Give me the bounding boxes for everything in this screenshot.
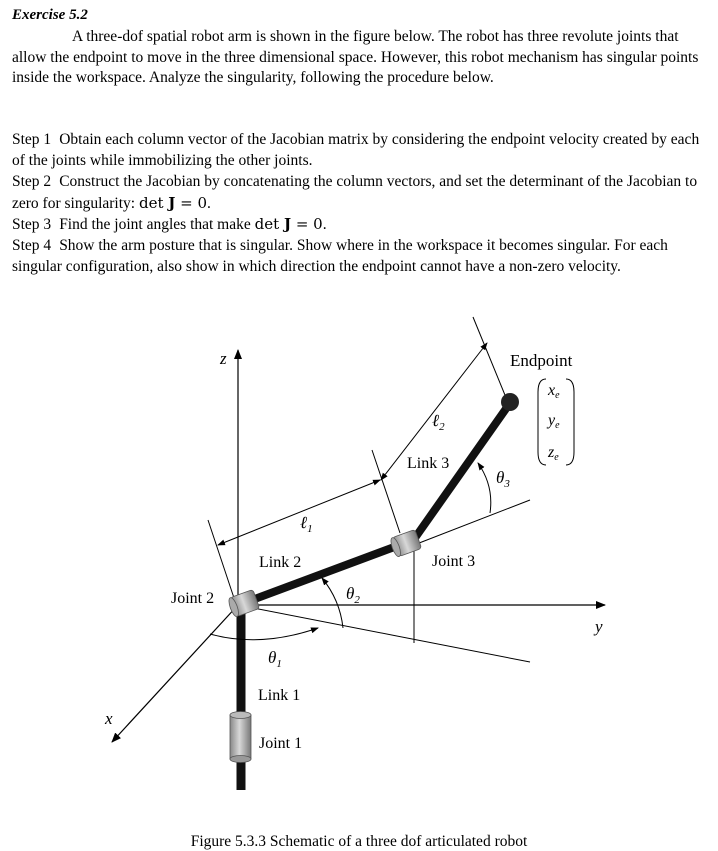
l2-witness-top [473, 317, 507, 400]
endpoint-label: Endpoint [510, 351, 573, 370]
robot-arm-figure [0, 300, 718, 830]
step-label: Step 1 [12, 131, 52, 148]
l1-dimension-arrow [218, 480, 380, 545]
step-2: Step 2 Construct the Jacobian by concatenating the column vectors, and set the determinant of the Jacobian to zero for singularity: det J = 0. [12, 173, 698, 212]
endpoint-ball [501, 393, 519, 411]
step-4 [12, 236, 712, 277]
theta1-arc [210, 628, 318, 640]
y-axis-label: y [595, 617, 603, 636]
theta1-label: $\theta_1$ [268, 648, 282, 670]
joint2-label: Joint 2 [171, 590, 215, 607]
step-text: Obtain each column vector of the Jacobian matrix by considering the endpoint velocity created by each of the joints while immobilizing the other joints. [12, 131, 700, 169]
joint1-label: Joint 1 [259, 735, 303, 752]
joint3-cylinder [389, 529, 422, 557]
link3-label: Link 3 [407, 455, 450, 472]
horizontal-projection-line [238, 605, 530, 662]
det-equation: det J = 0 [254, 215, 323, 233]
x-axis-label: x [105, 709, 113, 728]
l2-label: ℓ$_2$ [432, 411, 445, 433]
link2 [244, 543, 405, 603]
figure-caption: Figure 5.3.3 Schematic of a three dof articulated robot [190, 833, 528, 850]
step-text: Find the joint angles that make [59, 216, 251, 233]
joint1-cylinder [230, 712, 251, 763]
theta3-label: $\theta_3$ [496, 468, 510, 490]
step-label: Step 2 [12, 173, 52, 190]
l1-witness-right [372, 450, 400, 533]
z-axis-label: z [220, 349, 227, 368]
step-text: Construct the Jacobian by concatenating the column vectors, and set the determinant of the Jacobian to zero for singularity: [12, 173, 698, 212]
link3 [410, 403, 510, 545]
theta2-label: $\theta_2$ [346, 584, 360, 606]
x-axis [112, 605, 238, 742]
theta3-arc [478, 463, 491, 513]
l1-label: ℓ$_1$ [300, 513, 313, 535]
svg-text:ze: ze [548, 444, 559, 463]
step-1 [12, 130, 712, 171]
joint3-label: Joint 3 [432, 553, 476, 570]
exercise-title: Exercise 5.2 [12, 7, 88, 23]
endpoint-vector [538, 379, 574, 465]
intro-paragraph [12, 27, 712, 89]
step-label: Step 3 [12, 216, 52, 233]
joint2-cylinder [227, 589, 260, 617]
intro-text: A three-dof spatial robot arm is shown in the figure below. The robot has three revolute joints that allow the endpoint to move in the three dimensional space. However, this robot mechanism has singular points inside the workspace. Analyze the singularity, following the procedure below. [12, 28, 699, 86]
joint3-extension-line [414, 500, 530, 545]
svg-text:ye: ye [548, 412, 560, 431]
det-equation: det J = 0 [138, 193, 208, 212]
step-3: Step 3 Find the joint angles that make det J = 0. [12, 215, 327, 233]
step-text: Show the arm posture that is singular. Show where in the workspace it becomes singular. For each singular configuration, also show in which direction the endpoint cannot have a non-zero velocity. [12, 237, 668, 275]
link1-label: Link 1 [258, 687, 301, 704]
link2-label: Link 2 [259, 554, 302, 571]
step-label: Step 4 [12, 237, 52, 254]
theta2-arc [322, 578, 343, 628]
svg-text:xe: xe [548, 382, 560, 401]
